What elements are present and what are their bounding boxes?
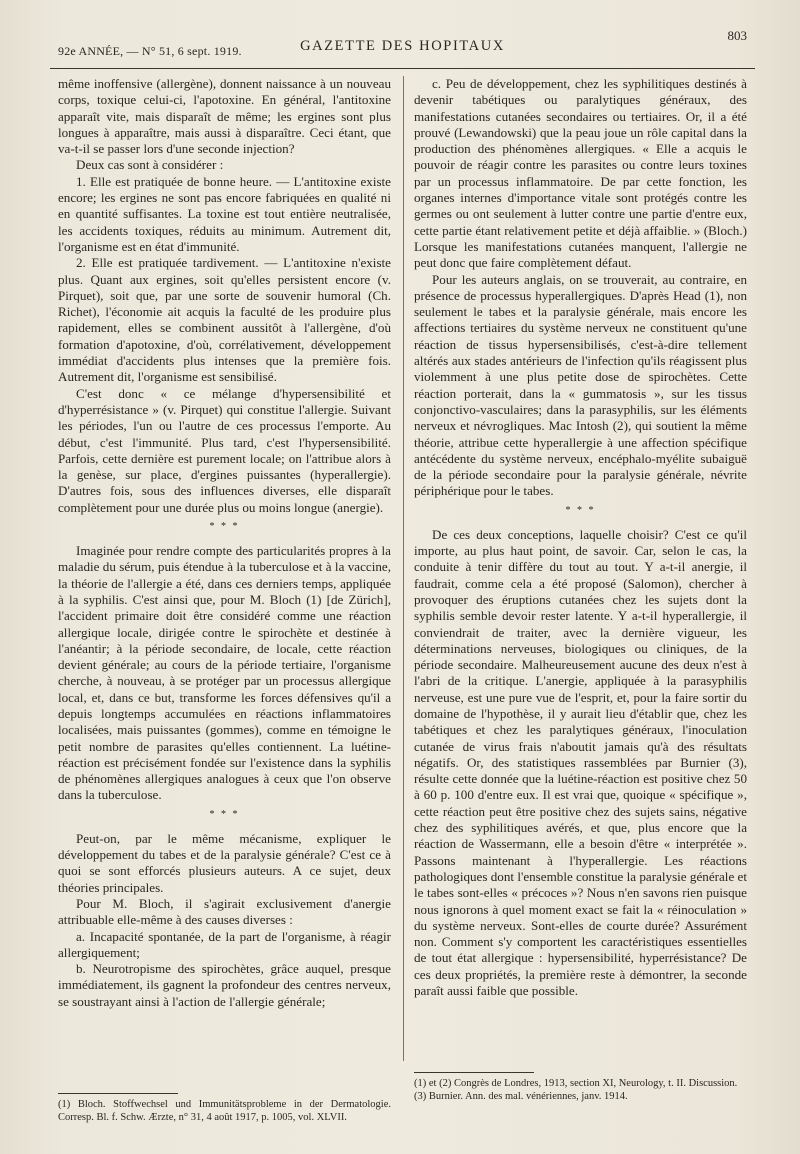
footnote: (1) et (2) Congrès de Londres, 1913, section XI, Neurology, t. II. Discussion. <box>414 1078 738 1089</box>
paragraph: 2. Elle est pratiquée tardivement. — L'antitoxine n'existe plus. Quant aux ergines, soit qu'elles persistent encore (v. Pirquet), soit que, par une sorte de souvenir humoral (Ch. Richet), l'économie ait acquis la faculté de les produire plus rapidement, elles se combinent aussitôt à l'allergène, d'où formation d'apotoxine, d'où, corrélativement, développement immédiat d'accidents plus intenses que la première fois. Autrement dit, l'organisme est sensibilisé. <box>58 255 391 385</box>
footnote-rule <box>58 1093 178 1094</box>
page-header <box>50 28 755 69</box>
right-column <box>414 76 747 999</box>
section-separator: * * * <box>565 504 596 516</box>
footnotes-left <box>58 1098 391 1124</box>
paragraph: 1. Elle est pratiquée de bonne heure. — L'antitoxine existe encore; les ergines ne sont pas encore fabriquées en qualité ni en quantité suffisantes. La toxine est tout entière neutralisée, les accidents toxiques, réduits au minimum. Autrement dit, l'organisme est en état d'immunité. <box>58 173 391 254</box>
paragraph: même inoffensive (allergène), donnent naissance à un nouveau corps, toxique celui-ci, l'apotoxine. En général, l'antitoxine apparaît vite, mais disparaît de même; les ergines sont plus longues à apparaître, mais aussi à disparaître. Ceci étant, que va-t-il se passer lors d'une seconde injection? <box>58 76 391 157</box>
paragraph: Imaginée pour rendre compte des particularités propres à la maladie du sérum, puis étendue à la tuberculose et à la vaccine, la théorie de l'allergie a été, dans ces derniers temps, appliquée à la syphilis. C'est ainsi que, pour M. Bloch (1) [de Zürich], l'accident primaire doit être considéré comme une réaction allergique locale, dirigée contre le spirochète et destinée à l'anéantir; à la période secondaire, de locale, cette réaction devient générale; au cours de la période tertiaire, l'organisme cherche, à nouveau, à se protéger par un processus allergique local, et, dans ce but, transforme les forces défensives qu'il a depuis longtemps accumulées en réactions inflammatoires localisées, mais puissantes (gommes), comme en témoigne le petit nombre de parasites qu'elles contiennent. La luétine-réaction est précisément fondée sur l'existence dans la syphilis de phénomènes allergiques analogues à ceux que l'on observe dans la tuberculose. <box>58 543 391 803</box>
section-separator: * * * <box>209 521 240 533</box>
page-number: 803 <box>727 28 747 43</box>
paragraph: C'est donc « ce mélange d'hypersensibilité et d'hyperrésistance » (v. Pirquet) qui constitue l'allergie. Suivant les périodes, l'un ou l'autre de ces processus l'emporte. Au début, c'est l'immunité. Plus tard, c'est l'hypersensibilité. Parfois, cette dernière est purement locale; on l'attribue alors à la genèse, sur place, d'ergines puissantes (hyperallergie). D'autres fois, sous des influences diverses, elle disparaît complètement pour une durée plus ou moins longue (anergie). <box>58 385 391 515</box>
footnotes-right <box>414 1077 747 1103</box>
section-separator: * * * <box>209 808 240 820</box>
left-column <box>58 76 391 1010</box>
paragraph: Peut-on, par le même mécanisme, expliquer le développement du tabes et de la paralysie générale? C'est ce à quoi se sont efforcés plusieurs auteurs. A ce sujet, deux théories principales. <box>58 830 391 895</box>
paragraph: Pour M. Bloch, il s'agirait exclusivement d'anergie attribuable elle-même à des causes diverses : <box>58 895 391 928</box>
footnote: (1) Bloch. Stoffwechsel und Immunitätsprobleme in der Dermatologie. Corresp. Bl. f. Schw. Ærzte, n° 31, 4 août 1917, p. 1005, vol. XLVII. <box>58 1099 391 1123</box>
issue-info: 92e ANNÉE, — N° 51, 6 sept. 1919. <box>58 44 242 58</box>
paragraph: Pour les auteurs anglais, on se trouverait, au contraire, en présence de processus hyperallergiques. D'après Head (1), non seulement le tabes et la paralysie générale, mais encore les affections tertiaires du système nerveux ne constituent qu'une réaction de tissus hypersensibilisés, c'est-à-dire tellement altérés aux stades antérieurs de l'infection qu'ils réagissent plus violemment à une plus petite dose de spirochètes. Cette réaction porterait, dans la « gummatosis », sur les tissus conjonctivo-vasculaires; dans la parasyphilis, sur les éléments nerveux et névrogliques. Mac Intosh (2), qui soutient la même théorie, attribue cette hyperallergie à une affection spécifique antécédente du système nerveux, encéphalo-myélite subaiguë de la période secondaire pour la paralysie générale, névrite périphérique pour le tabes. <box>414 271 747 499</box>
paragraph: c. Peu de développement, chez les syphilitiques destinés à devenir tabétiques ou paralytiques généraux, des manifestations cutanées secondaires ou tertiaires. Or, il a été prouvé (Lewandowski) que la peau joue un rôle capital dans la production des phénomènes allergiques. « Elle a acquis le pouvoir de réagir contre les parasites ou contre leurs toxines par un processus inflammatoire. De par cette fonction, les organes internes d'importance vitale sont protégés contre les germes ou ont seulement à lutter contre une partie d'entre eux, cette partie étant relativement petite et déjà affaiblie. » (Bloch.) Lorsque les manifestations cutanées manquent, l'allergie ne peut donc que faire complètement défaut. <box>414 76 747 271</box>
journal-title: GAZETTE DES HOPITAUX <box>300 38 505 54</box>
paragraph: a. Incapacité spontanée, de la part de l'organisme, à réagir allergiquement; <box>58 928 391 960</box>
paragraph: Deux cas sont à considérer : <box>76 157 224 173</box>
paragraph: De ces deux conceptions, laquelle choisir? C'est ce qu'il importe, au plus haut point, de savoir. Car, selon le cas, la conduite à tenir diffère du tout au tout. Y a-t-il anergie, il faudrait, comme cela a été proposé (Salomon), chercher à provoquer des éruptions cutanées chez les sujets dont la syphilis semble devoir rester latente. Y a-t-il hyperallergie, il conviendrait de traiter, avec la dernière vigueur, les déterminations nerveuses, biologiques ou cliniques, de la période secondaire. Malheureusement aucune des deux n'est à l'abri de la critique. L'anergie, appliquée à la parasyphilis nerveuse, est une pure vue de l'esprit, et, pour la faire sortir du domaine de l'hypothèse, il y aurait lieu d'établir que, chez les tabétiques et chez les paralytiques généraux, l'inoculation cutanée de virus frais n'aboutit jamais qu'à des résultats négatifs. Or, des statistiques rassemblées par Burnier (3), résulte cette donnée que la luétine-réaction est positive chez 50 à 60 p. 100 d'entre eux. Il est vrai que, quoique « spécifique », cette réaction peut être positive chez des sujets sains, négative chez des syphilitiques avérés, et que, plus encore que la réaction de Wassermann, elle a besoin d'être « interprétée ». Passons maintenant à l'hyperallergie. Les réactions pathologiques dont l'ensemble constitue la paralysie générale et le tabes sont-elles « précoces »? Nous n'en savons rien puisque nous ignorons à quel moment exact se fait la « réinoculation » du système nerveux. Sont-elles de courte durée? Assurément non. Comment s'y comportent les caractéristiques essentielles de tout état allergique : hypersensibilité, hyperrésistance? De ces deux propriétés, la première reste à démontrer, la seconde paraît aussi faible que possible. <box>414 526 747 999</box>
footnote-rule <box>414 1072 534 1073</box>
column-divider <box>403 76 404 1061</box>
footnote: (3) Burnier. Ann. des mal. vénériennes, janv. 1914. <box>414 1091 628 1102</box>
paragraph: b. Neurotropisme des spirochètes, grâce auquel, presque immédiatement, ils gagnent la profondeur des centres nerveux, se soustrayant ainsi à l'action de l'allergie générale; <box>58 961 391 1009</box>
